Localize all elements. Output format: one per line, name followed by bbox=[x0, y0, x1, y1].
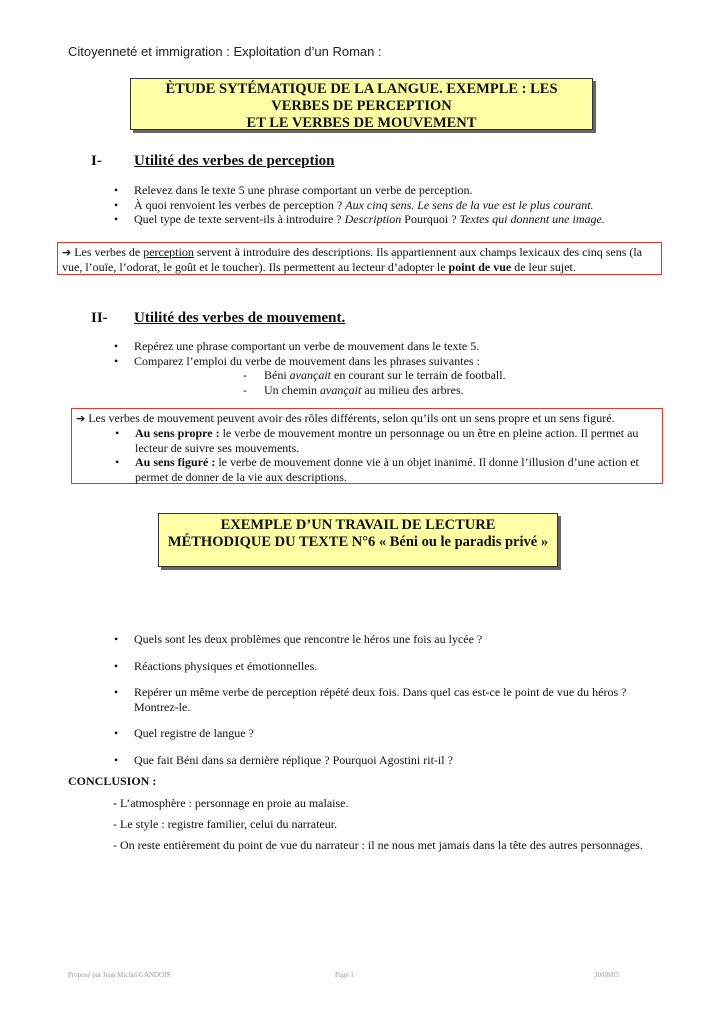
bullet-icon: • bbox=[114, 685, 119, 699]
title-line: ÈTUDE SYTÉMATIQUE DE LA LANGUE. EXEMPLE : LES bbox=[165, 81, 558, 97]
list-item: • Que fait Béni dans sa dernière réplique ? Pourquoi Agostini rit-il ? bbox=[114, 752, 453, 767]
section-title: Utilité des verbes de perception bbox=[134, 153, 335, 169]
mouvement-questions bbox=[114, 339, 674, 368]
list-item: • Au sens figuré : le verbe de mouvement donne vie à un objet inanimé. Il donne l’illusion d’une action et permet de donner de la vie aux descriptions. bbox=[115, 455, 639, 484]
arrow-right-icon: ➔ bbox=[62, 246, 72, 259]
bullet-icon: • bbox=[114, 183, 119, 197]
example-line: - Un chemin avançait au milieu des arbres. bbox=[243, 382, 464, 397]
footer-author: Proposé par Jean Michel GANDOIS bbox=[68, 971, 171, 979]
perception-summary-box: ➔ Les verbes de perception servent à introduire des descriptions. Ils appartiennent aux champs lexicaux des cinq sens (la vue, l’ouïe, l’odorat, le goût et le toucher). Ils permettent au lecteur d’adopter le point de vue de leur sujet. bbox=[57, 242, 662, 275]
section-title: Utilité des verbes de mouvement. bbox=[134, 310, 346, 326]
bullet-icon: • bbox=[115, 455, 120, 469]
title-box-lecture bbox=[158, 513, 558, 567]
conclusion-line: - Le style : registre familier, celui du narrateur. bbox=[113, 817, 338, 831]
title-line: MÉTHODIQUE DU TEXTE N°6 « Béni ou le paradis privé » bbox=[167, 534, 549, 550]
bullet-icon: • bbox=[114, 339, 119, 353]
conclusion-list bbox=[113, 796, 703, 852]
list-item: • Au sens propre : le verbe de mouvement montre un personnage ou un être en pleine action. Il permet au lecteur de suivre ses mouvements. bbox=[115, 426, 639, 455]
conclusion-line: - L’atmosphère : personnage en proie au malaise. bbox=[113, 796, 349, 810]
footer-date: 30/08/05 bbox=[594, 971, 619, 979]
reading-questions bbox=[114, 632, 654, 767]
bullet-icon: • bbox=[114, 658, 119, 673]
title-line: ET LE VERBES DE MOUVEMENT bbox=[246, 115, 477, 131]
list-item: • Réactions physiques et émotionnelles. bbox=[114, 658, 318, 673]
page-header: Citoyenneté et immigration : Exploitation d’un Roman : bbox=[68, 44, 382, 59]
title-line: EXEMPLE D’UN TRAVAIL DE LECTURE bbox=[220, 517, 496, 533]
list-item: • Quels sont les deux problèmes que rencontre le héros une fois au lycée ? bbox=[114, 632, 483, 646]
bullet-icon: • bbox=[114, 353, 119, 368]
list-item: • Comparez l’emploi du verbe de mouvement dans les phrases suivantes : bbox=[114, 353, 480, 368]
list-item: • Repérez une phrase comportant un verbe de mouvement dans le texte 5. bbox=[114, 339, 480, 353]
section-number: II- bbox=[91, 310, 108, 326]
bullet-icon: • bbox=[114, 197, 119, 212]
title-line: VERBES DE PERCEPTION bbox=[271, 98, 452, 114]
footer-page: Page 1 bbox=[335, 971, 354, 979]
sense-list bbox=[115, 426, 658, 484]
list-item: • Quel type de texte servent-ils à introduire ? Description Pourquoi ? Textes qui donnent une image. bbox=[114, 212, 605, 226]
bullet-icon: • bbox=[114, 632, 119, 646]
section-number: I- bbox=[91, 153, 102, 169]
conclusion-heading: CONCLUSION : bbox=[68, 774, 157, 788]
list-item: • Relevez dans le texte 5 une phrase comportant un verbe de perception. bbox=[114, 183, 473, 197]
example-line: - Béni avançait en courant sur le terrain de football. bbox=[243, 368, 506, 382]
section-heading-perception bbox=[91, 153, 335, 170]
title-box-langue bbox=[130, 78, 593, 130]
section-heading-mouvement bbox=[91, 310, 345, 327]
list-item: • À quoi renvoient les verbes de perception ? Aux cinq sens. Le sens de la vue est le plus courant. bbox=[114, 197, 594, 212]
bullet-icon: • bbox=[114, 752, 119, 767]
box-intro: ➔ Les verbes de mouvement peuvent avoir des rôles différents, selon qu’ils ont un sens propre et un sens figuré. bbox=[76, 411, 615, 425]
perception-questions bbox=[114, 183, 674, 227]
answer-text: Aux cinq sens. Le sens de la vue est le plus courant. bbox=[345, 197, 594, 212]
example-sentences bbox=[243, 368, 543, 397]
list-item: • Quel registre de langue ? bbox=[114, 726, 254, 740]
list-item: • Repérer un même verbe de perception répété deux fois. Dans quel cas est-ce le point de vue du héros ? Montrez-le. bbox=[114, 685, 627, 714]
bullet-icon: • bbox=[114, 726, 119, 740]
conclusion-line: - On reste entièrement du point de vue du narrateur : il ne nous met jamais dans la tête des autres personnages. bbox=[113, 838, 643, 852]
answer-text: Description bbox=[344, 212, 402, 226]
answer-text: Textes qui donnent une image. bbox=[459, 212, 605, 226]
mouvement-summary-box bbox=[71, 408, 663, 484]
bullet-icon: • bbox=[115, 426, 120, 440]
arrow-right-icon: ➔ bbox=[76, 412, 86, 425]
bullet-icon: • bbox=[114, 212, 119, 226]
